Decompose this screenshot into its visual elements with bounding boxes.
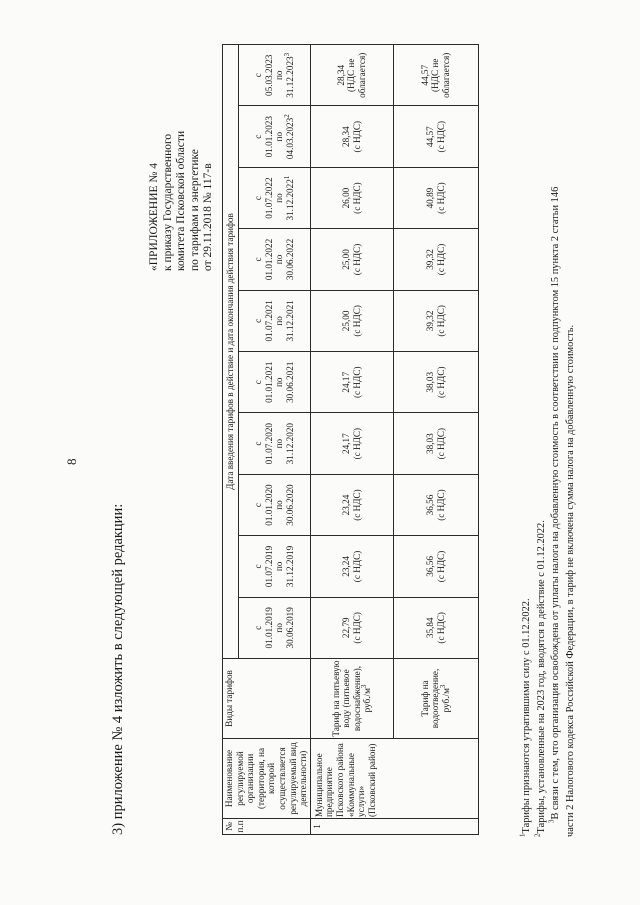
period-header: с 01.07.2021 по 31.12.2021 — [239, 290, 311, 351]
tariff-value: 28,34 (с НДС) — [310, 106, 393, 167]
period-header: с 01.01.2020 по 30.06.2020 — [239, 474, 311, 535]
tariff-value: 24,17 (с НДС) — [310, 413, 393, 474]
period-header: с 01.01.2019 по 30.06.2019 — [239, 597, 311, 658]
column-header-tariff-type: Виды тарифов — [223, 659, 311, 739]
tariff-value: 25,00 (с НДС) — [310, 229, 393, 290]
tariff-value: 35,84 (с НДС) — [393, 597, 478, 658]
period-header: с 05.03.2023 по 31.12.2023$^3$ — [239, 45, 311, 106]
tariff-value: 39,32 (с НДС) — [393, 229, 478, 290]
tariff-value: 38,03 (с НДС) — [393, 413, 478, 474]
column-header-dates: Дата введения тарифов в действие и дата окончания действия тарифов — [223, 45, 239, 659]
table-row — [310, 45, 393, 835]
tariff-value: 23,24 (с НДС) — [310, 474, 393, 535]
tariff-value: 23,24 (с НДС) — [310, 536, 393, 597]
appendix-line: к приказу Государственного — [161, 133, 174, 271]
tariff-value: 44,57 (НДС не облагается) — [393, 45, 478, 106]
tariff-type: Тариф на питьевую воду (питьевое водоснабжение), $руб./м^3$ — [310, 659, 393, 739]
appendix-reference — [148, 131, 216, 271]
appendix-line: «ПРИЛОЖЕНИЕ № 4 — [148, 162, 160, 271]
period-header: с 01.07.2019 по 31.12.2019 — [239, 536, 311, 597]
period-header: с 01.01.2021 по 30.06.2021 — [239, 352, 311, 413]
tariff-value: 26,00 (с НДС) — [310, 167, 393, 228]
tariff-value: 39,32 (с НДС) — [393, 290, 478, 351]
tariff-value: 24,17 (с НДС) — [310, 352, 393, 413]
tariff-value: 40,89 (с НДС) — [393, 167, 478, 228]
column-header-organization: Наименование регулируемой организации (территория, на которой осуществляется регулируемый вид деятельности) — [223, 739, 311, 819]
table-row — [393, 45, 478, 835]
tariff-value: 38,03 (с НДС) — [393, 352, 478, 413]
footnote: $^1$Тарифы признаются утратившими силу с 01.12.2022. — [518, 598, 532, 837]
period-header: с 01.07.2022 по 31.12.2022$^1$ — [239, 167, 311, 228]
tariff-value: 25,00 (с НДС) — [310, 290, 393, 351]
period-header: с 01.07.2020 по 31.12.2020 — [239, 413, 311, 474]
tariff-value: 36,56 (с НДС) — [393, 474, 478, 535]
tariff-value: 28,34 (НДС не облагается) — [310, 45, 393, 106]
tariff-value: 36,56 (с НДС) — [393, 536, 478, 597]
tariff-type: Тариф на водоотведение, $руб./м^3$ — [393, 659, 478, 739]
period-header: с 01.01.2023 по 04.03.2023$^2$ — [239, 106, 311, 167]
tariff-table — [222, 44, 479, 835]
footnotes — [520, 17, 578, 837]
footnote: $^3$В связи с тем, что организация освобождена от уплаты налога на добавленную стоимость в соответствии с подпунктом 15 пункта 2 статьи 146 — [547, 186, 561, 823]
footnote: части 2 Налогового кодекса Российской Федерации, в тариф не включена сумма налога на добавленную стоимость. — [564, 324, 576, 837]
appendix-line: по тарифам и энергетике — [188, 149, 201, 271]
column-header-number: № п.п — [223, 819, 311, 835]
row-number: 1 — [310, 819, 478, 835]
appendix-line: комитета Псковской области — [175, 130, 187, 271]
appendix-line: от 29.11.2018 № 117-в — [202, 163, 214, 271]
page-number: 8 — [64, 458, 79, 465]
tariff-value: 22,79 (с НДС) — [310, 597, 393, 658]
amendment-heading: 3) приложение № 4 изложить в следующей редакции: — [110, 503, 126, 835]
period-header: с 01.01.2022 по 30.06.2022 — [239, 229, 311, 290]
tariff-value: 44,57 (с НДС) — [393, 106, 478, 167]
footnote: $^2$Тарифы, установленные на 2023 год, вводятся в действие с 01.12.2022. — [533, 520, 547, 837]
organization-name: Муниципальное предприятие Псковского района «Коммунальные услуги» (Псковский район) — [310, 739, 478, 819]
